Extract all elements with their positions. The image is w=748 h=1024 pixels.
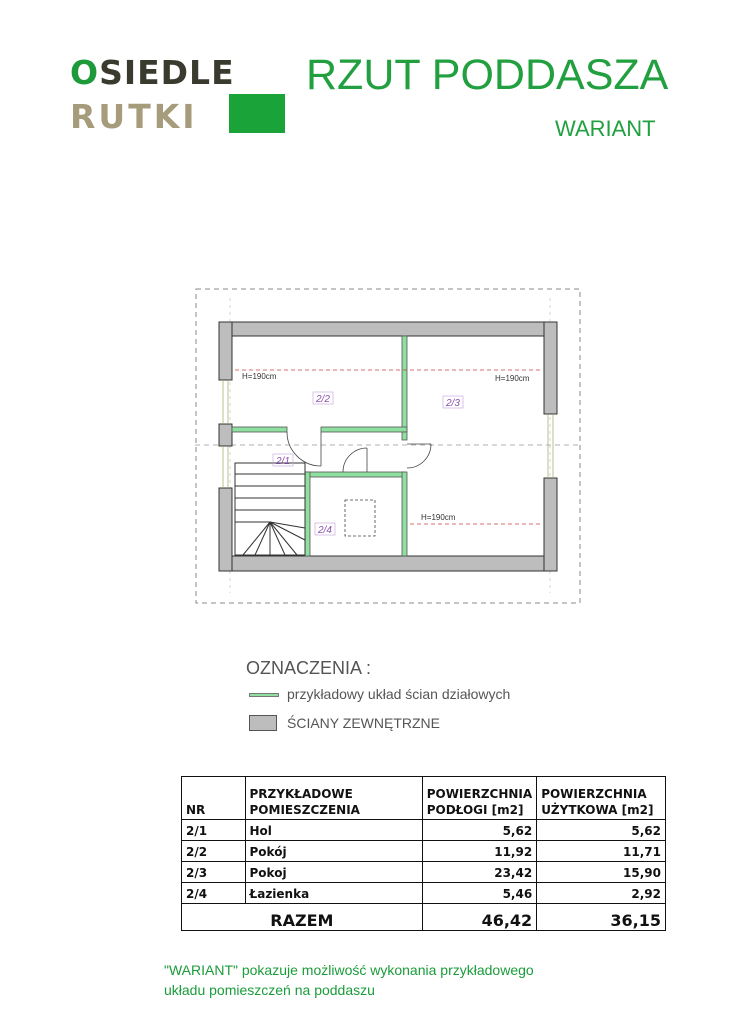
table-total-row xyxy=(182,904,666,931)
cell-usable-area: 15,90 xyxy=(537,862,666,883)
logo-rutki: RUTKI xyxy=(70,97,198,136)
cell-room-name: Pokój xyxy=(245,841,422,862)
wall-right-upper xyxy=(544,322,557,414)
legend-exterior-wall-label: ŚCIANY ZEWNĘTRZNE xyxy=(287,715,440,731)
footnote xyxy=(164,960,534,1000)
legend-partition-swatch xyxy=(249,693,279,697)
cell-room-name: Łazienka xyxy=(245,883,422,904)
cell-usable-area: 11,71 xyxy=(537,841,666,862)
footnote-line1: "WARIANT" pokazuje możliwość wykonania przykładowego xyxy=(164,962,534,978)
header-floor-line1: POWIERZCHNIA xyxy=(426,787,533,801)
header-usable-line2: UŻYTKOWA [m2] xyxy=(541,803,654,817)
logo-o-letter: O xyxy=(70,53,100,92)
cell-room-name: Hol xyxy=(245,820,422,841)
cell-floor-area: 5,62 xyxy=(422,820,536,841)
wall-bottom xyxy=(219,556,557,571)
cell-floor-area: 11,92 xyxy=(422,841,536,862)
table-header-row xyxy=(182,777,666,820)
wall-left-upper xyxy=(219,322,232,380)
header-rooms-line1: PRZYKŁADOWE xyxy=(249,787,353,801)
page-subtitle: WARIANT xyxy=(555,116,656,141)
height-lines xyxy=(235,370,541,524)
total-floor-area: 46,42 xyxy=(422,904,536,931)
header-usable-line1: POWIERZCHNIA xyxy=(541,787,647,801)
partition-stub xyxy=(402,432,407,440)
footnote-line2: układu pomieszczeń na poddaszu xyxy=(164,982,375,998)
partition-2-2-bottom-left xyxy=(232,427,287,432)
partition-2-4-left xyxy=(305,472,310,556)
logo-osiedle xyxy=(70,53,235,92)
cell-floor-area: 23,42 xyxy=(422,862,536,883)
wall-left-middle xyxy=(219,424,232,446)
cell-room-name: Pokoj xyxy=(245,862,422,883)
bathroom-fixture xyxy=(345,500,375,536)
header-nr: NR xyxy=(182,777,246,820)
partition-2-4-top xyxy=(305,472,405,477)
height-label-bottom: H=190cm xyxy=(421,513,456,522)
cell-nr: 2/4 xyxy=(182,883,246,904)
room-label-2-4: 2/4 xyxy=(318,525,332,536)
total-label: RAZEM xyxy=(182,904,423,931)
wall-left-lower xyxy=(219,488,232,571)
table-row xyxy=(182,820,666,841)
cell-usable-area: 5,62 xyxy=(537,820,666,841)
area-table xyxy=(181,776,666,931)
logo-osiedle-text: SIEDLE xyxy=(99,53,235,92)
stairs xyxy=(235,463,305,555)
legend-title: OZNACZENIA : xyxy=(246,658,372,678)
height-label-right: H=190cm xyxy=(495,374,530,383)
page-title: RZUT PODDASZA xyxy=(306,51,669,99)
legend-partition-label: przykładowy układ ścian działowych xyxy=(287,686,511,702)
header-rooms-line2: POMIESZCZENIA xyxy=(249,803,360,817)
total-usable-area: 36,15 xyxy=(537,904,666,931)
cell-nr: 2/3 xyxy=(182,862,246,883)
table-row xyxy=(182,841,666,862)
room-label-2-3: 2/3 xyxy=(446,398,460,409)
height-label-left: H=190cm xyxy=(242,372,277,381)
header-rooms xyxy=(245,777,422,820)
room-label-2-2: 2/2 xyxy=(316,394,330,405)
doors xyxy=(287,432,431,472)
floor-plan xyxy=(195,288,585,608)
header-floor-area xyxy=(422,777,536,820)
room-label-2-1: 2/1 xyxy=(276,456,290,467)
logo-green-square xyxy=(229,94,285,133)
cell-nr: 2/2 xyxy=(182,841,246,862)
partition-2-4-right xyxy=(402,472,407,556)
partition-2-2-2-3 xyxy=(402,336,407,432)
cell-nr: 2/1 xyxy=(182,820,246,841)
header-floor-line2: PODŁOGI [m2] xyxy=(426,803,524,817)
header-usable-area xyxy=(537,777,666,820)
wall-right-lower xyxy=(544,478,557,571)
cell-floor-area: 5,46 xyxy=(422,883,536,904)
legend-exterior-wall-swatch xyxy=(249,715,277,731)
wall-top xyxy=(219,322,557,336)
cell-usable-area: 2,92 xyxy=(537,883,666,904)
table-row xyxy=(182,883,666,904)
partition-2-2-bottom-right xyxy=(321,427,407,432)
table-row xyxy=(182,862,666,883)
